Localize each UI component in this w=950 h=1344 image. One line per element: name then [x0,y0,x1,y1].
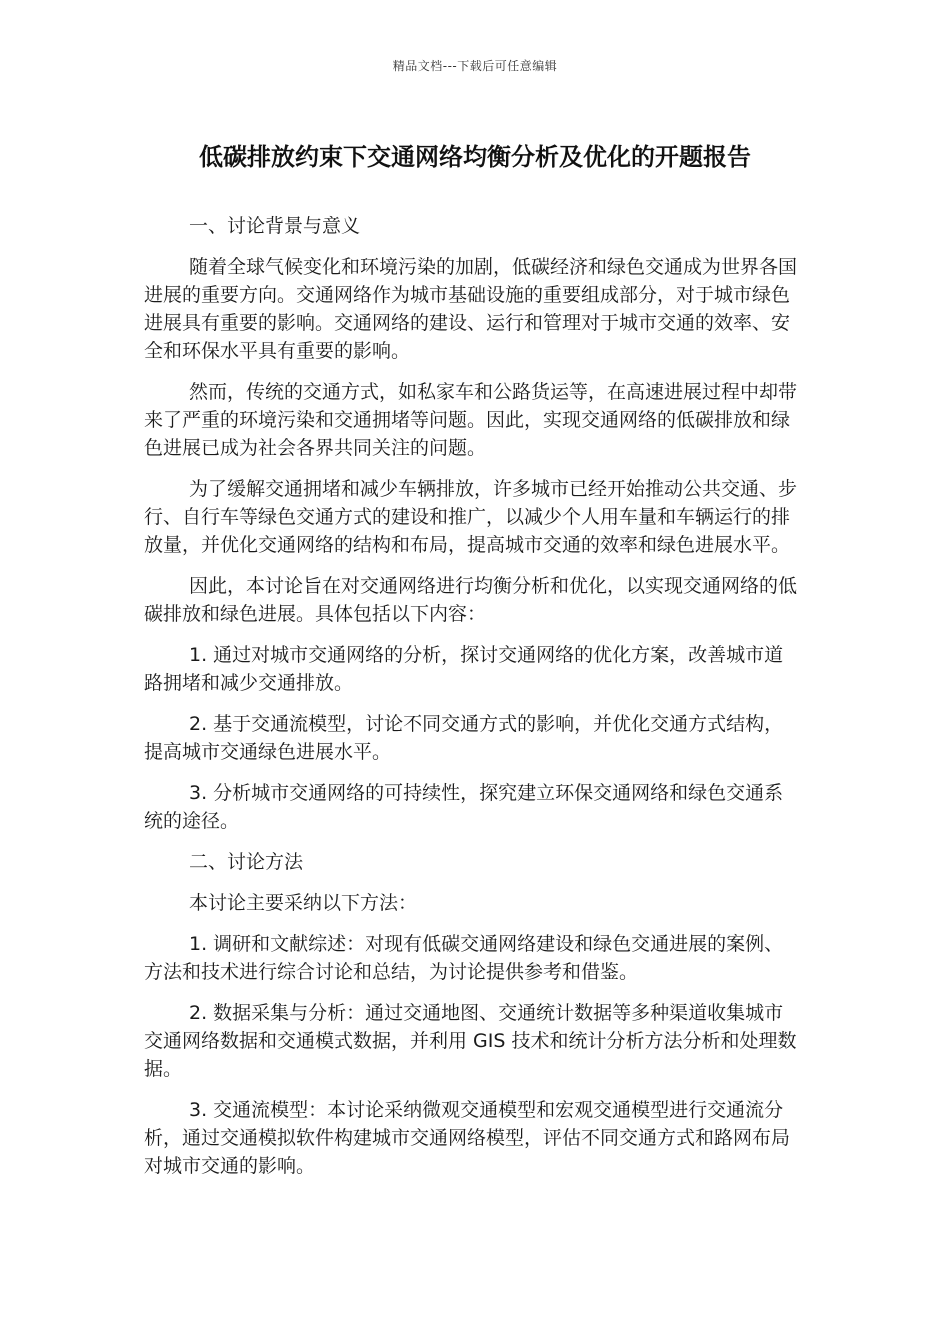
section-heading: 一、讨论背景与意义 [189,215,361,237]
list-item: 2. 基于交通流模型，讨论不同交通方式的影响，并优化交通方式结构，提高城市交通绿色进展水平。 [144,713,784,763]
paragraph: 本讨论主要采纳以下方法： [189,892,418,914]
paragraph: 因此，本讨论旨在对交通网络进行均衡分析和优化，以实现交通网络的低碳排放和绿色进展。具体包括以下内容： [144,575,798,625]
list-item: 3. 交通流模型：本讨论采纳微观交通模型和宏观交通模型进行交通流分析，通过交通模拟软件构建城市交通网络模型，评估不同交通方式和路网布局对城市交通的影响。 [144,1099,791,1177]
list-item: 1. 调研和文献综述：对现有低碳交通网络建设和绿色交通进展的案例、方法和技术进行综合讨论和总结，为讨论提供参考和借鉴。 [144,933,784,983]
list-item: 1. 通过对城市交通网络的分析，探讨交通网络的优化方案，改善城市道路拥堵和减少交通排放。 [144,644,784,694]
document-body [144,212,800,1193]
list-item: 2. 数据采集与分析：通过交通地图、交通统计数据等多种渠道收集城市交通网络数据和交通模式数据，并利用 GIS 技术和统计分析方法分析和处理数据。 [144,1002,797,1080]
paragraph: 随着全球气候变化和环境污染的加剧，低碳经济和绿色交通成为世界各国进展的重要方向。交通网络作为城市基础设施的重要组成部分，对于城市绿色进展具有重要的影响。交通网络的建设、运行和管理对于城市交通的效率、安全和环保水平具有重要的影响。 [144,256,798,362]
page-header: 精品文档---下载后可任意编辑 [392,59,558,73]
section-heading: 二、讨论方法 [189,851,304,873]
paragraph: 为了缓解交通拥堵和减少车辆排放，许多城市已经开始推动公共交通、步行、自行车等绿色交通方式的建设和推广，以减少个人用车量和车辆运行的排放量，并优化交通网络的结构和布局，提高城市交通的效率和绿色进展水平。 [144,478,798,556]
document-title: 低碳排放约束下交通网络均衡分析及优化的开题报告 [199,143,751,171]
paragraph: 然而，传统的交通方式，如私家车和公路货运等，在高速进展过程中却带来了严重的环境污染和交通拥堵等问题。因此，实现交通网络的低碳排放和绿色进展已成为社会各界共同关注的问题。 [144,381,798,459]
list-item: 3. 分析城市交通网络的可持续性，探究建立环保交通网络和绿色交通系统的途径。 [144,782,784,832]
